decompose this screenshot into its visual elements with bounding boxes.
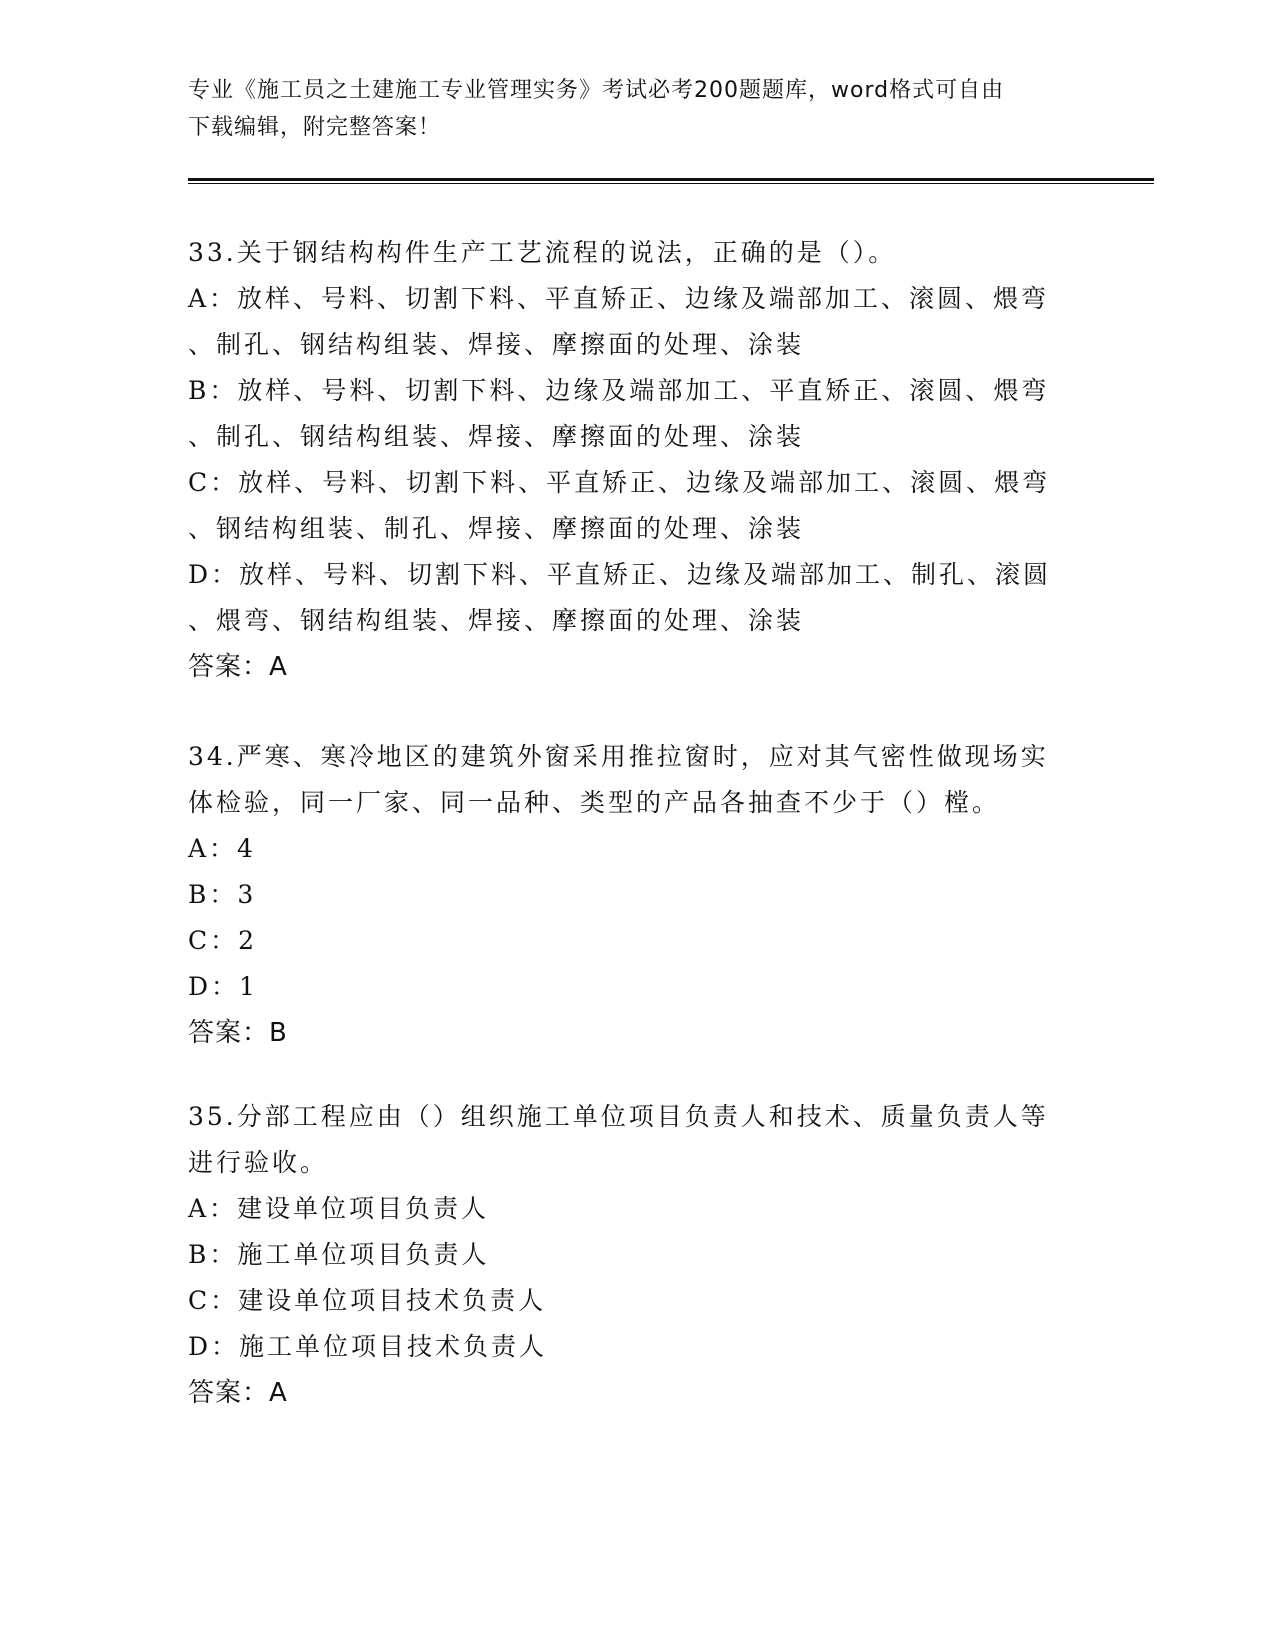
answer-label: 答案：A xyxy=(188,652,288,682)
option-c: C：2 xyxy=(188,926,258,955)
option-line: B：放样、号料、切割下料、边缘及端部加工、平直矫正、滚圆、煨弯 xyxy=(188,376,1050,405)
header-divider-thin xyxy=(188,183,1154,184)
question-text: 35.分部工程应由（）组织施工单位项目负责人和技术、质量负责人等 xyxy=(188,1102,1049,1131)
document-header xyxy=(188,72,1088,146)
option-c: C：建设单位项目技术负责人 xyxy=(188,1286,547,1315)
option-b xyxy=(188,368,1088,460)
header-line-1: 专业《施工员之土建施工专业管理实务》考试必考200题题库，word格式可自由 xyxy=(188,78,1005,103)
question-text: 体检验，同一厂家、同一品种、类型的产品各抽查不少于（）樘。 xyxy=(188,788,1001,817)
question-text: 33.关于钢结构构件生产工艺流程的说法，正确的是（）。 xyxy=(188,238,897,267)
question-34 xyxy=(188,734,1088,1056)
option-line: 、制孔、钢结构组装、焊接、摩擦面的处理、涂装 xyxy=(188,422,805,451)
option-b: B：3 xyxy=(188,880,257,909)
header-line-2: 下载编辑，附完整答案！ xyxy=(188,115,442,140)
option-line: D：放样、号料、切割下料、平直矫正、边缘及端部加工、制孔、滚圆 xyxy=(188,560,1052,589)
option-line: C：放样、号料、切割下料、平直矫正、边缘及端部加工、滚圆、煨弯 xyxy=(188,468,1051,497)
option-a: A：4 xyxy=(188,834,256,863)
question-text: 34.严寒、寒冷地区的建筑外窗采用推拉窗时，应对其气密性做现场实 xyxy=(188,742,1049,771)
option-line: 、制孔、钢结构组装、焊接、摩擦面的处理、涂装 xyxy=(188,330,805,359)
option-d xyxy=(188,552,1088,644)
option-line: A：放样、号料、切割下料、平直矫正、边缘及端部加工、滚圆、煨弯 xyxy=(188,284,1050,313)
option-a xyxy=(188,276,1088,368)
answer-label: 答案：A xyxy=(188,1378,288,1408)
option-line: 、钢结构组装、制孔、焊接、摩擦面的处理、涂装 xyxy=(188,514,805,543)
option-line: 、煨弯、钢结构组装、焊接、摩擦面的处理、涂装 xyxy=(188,606,805,635)
option-d: D：1 xyxy=(188,972,258,1001)
question-33 xyxy=(188,230,1088,690)
question-text: 进行验收。 xyxy=(188,1148,329,1177)
option-b: B：施工单位项目负责人 xyxy=(188,1240,490,1269)
option-d: D：施工单位项目技术负责人 xyxy=(188,1332,548,1361)
header-divider-thick xyxy=(188,178,1154,181)
question-35 xyxy=(188,1094,1088,1416)
answer-label: 答案：B xyxy=(188,1018,288,1048)
option-c xyxy=(188,460,1088,552)
option-a: A：建设单位项目负责人 xyxy=(188,1194,490,1223)
